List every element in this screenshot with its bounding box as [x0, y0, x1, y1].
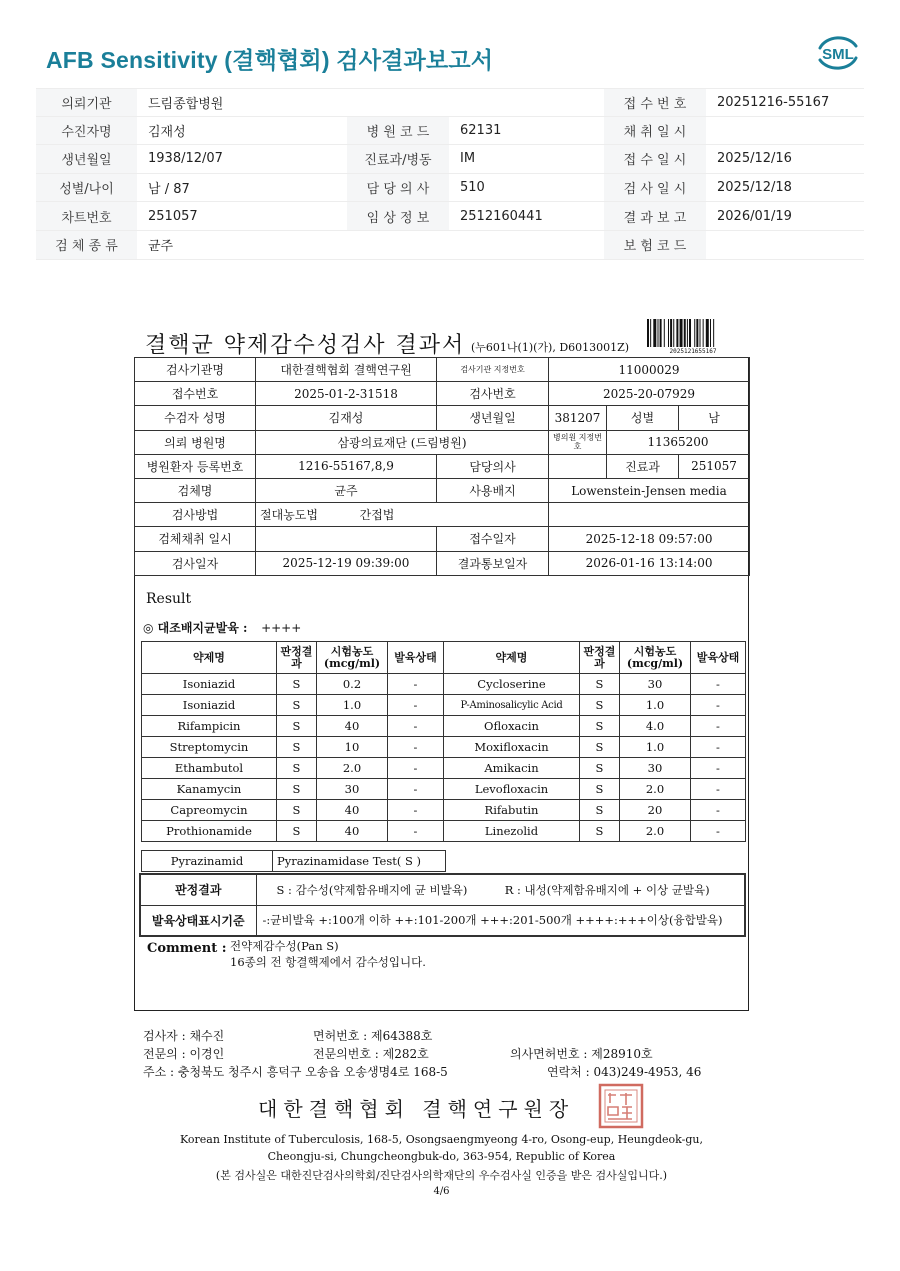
col-drug-name: 약제명 — [142, 642, 277, 674]
info-label: 진료과/병동 — [347, 145, 449, 173]
value-cell: 381207 — [549, 406, 607, 430]
judgement: S — [580, 674, 620, 695]
method-indirect: 간접법 — [359, 508, 395, 523]
drug-name: Ofloxacin — [444, 716, 580, 737]
document-header-table — [134, 357, 750, 576]
value-cell: 11000029 — [549, 358, 750, 382]
drug-name: Linezolid — [444, 821, 580, 842]
concentration: 1.0 — [620, 695, 691, 716]
drug-name: Isoniazid — [142, 674, 277, 695]
info-value: 20251216-55167 — [717, 94, 830, 110]
concentration: 20 — [620, 800, 691, 821]
info-value: IM — [460, 151, 476, 167]
drug-name: Prothionamide — [142, 821, 277, 842]
growth-status: - — [388, 695, 444, 716]
concentration: 2.0 — [620, 779, 691, 800]
label-cell: 검사기관 지정번호 — [437, 358, 549, 382]
growth-status: - — [388, 800, 444, 821]
drug-name: Moxifloxacin — [444, 737, 580, 758]
info-label: 수진자명 — [36, 117, 137, 145]
header-row — [135, 430, 750, 454]
certification-note: (본 검사실은 대한진단검사의학회/진단검사의학재단의 우수검사실 인증을 받은 검사실입니다.) — [215, 1169, 668, 1182]
growth-legend-label: 발육상태표시기준 — [140, 905, 256, 936]
judgement: S — [580, 800, 620, 821]
drug-row — [142, 737, 746, 758]
label-cell: 접수일자 — [437, 527, 549, 551]
growth-status: - — [691, 737, 746, 758]
col-judgement: 판정결과 — [277, 642, 317, 674]
header-row — [135, 478, 750, 502]
info-value: 균주 — [148, 239, 174, 255]
header-row — [135, 503, 750, 527]
info-value: 2026/01/19 — [717, 208, 792, 224]
concentration: 1.0 — [317, 695, 388, 716]
label-cell: 접수번호 — [135, 382, 256, 406]
concentration: 40 — [317, 821, 388, 842]
judgement-s: S : 감수성(약제함유배지에 균 비발육) — [276, 882, 468, 897]
label-cell: 병원환자 등록번호 — [135, 454, 256, 478]
col-concentration: 시험농도 (mcg/ml) — [620, 642, 691, 674]
growth-status: - — [388, 737, 444, 758]
concentration: 1.0 — [620, 737, 691, 758]
growth-status: - — [691, 758, 746, 779]
legend-table — [139, 873, 746, 937]
growth-legend-row — [140, 905, 745, 936]
judgement: S — [277, 758, 317, 779]
comment-label: Comment : — [147, 941, 227, 956]
value-cell: 남 — [679, 406, 750, 430]
judgement-legend-row — [140, 874, 745, 905]
drug-table-header — [142, 642, 746, 674]
control-growth-value: ++++ — [261, 621, 302, 635]
label-cell: 진료과 — [607, 454, 679, 478]
info-label: 접 수 번 호 — [604, 89, 706, 116]
label-cell: 검사기관명 — [135, 358, 256, 382]
value-cell: 2025-12-18 09:57:00 — [549, 527, 750, 551]
header-row — [135, 527, 750, 551]
judgement: S — [580, 779, 620, 800]
pyrazinamide-table — [141, 850, 446, 872]
control-growth — [143, 619, 301, 636]
label-cell: 검사일자 — [135, 551, 256, 575]
label-cell: 의뢰 병원명 — [135, 430, 256, 454]
info-label: 차트번호 — [36, 202, 137, 230]
value-cell — [256, 503, 549, 527]
info-value: 510 — [460, 180, 485, 196]
col-judgement: 판정결과 — [580, 642, 620, 674]
info-label: 의뢰기관 — [36, 89, 137, 116]
info-label: 담 당 의 사 — [347, 174, 449, 202]
judgement: S — [580, 695, 620, 716]
growth-status: - — [691, 695, 746, 716]
drug-name: P-Aminosalicylic Acid — [444, 695, 580, 716]
document-title: 결핵균 약제감수성검사 결과서 — [145, 333, 466, 358]
header-row — [135, 454, 750, 478]
info-value: 2025/12/18 — [717, 180, 792, 196]
info-value: 2025/12/16 — [717, 151, 792, 167]
judgement: S — [277, 800, 317, 821]
result-label: Result — [146, 591, 192, 607]
judgement: S — [277, 737, 317, 758]
value-cell: 11365200 — [607, 430, 750, 454]
drug-row — [142, 695, 746, 716]
concentration: 40 — [317, 716, 388, 737]
value-cell: 251057 — [679, 454, 750, 478]
judgement: S — [277, 779, 317, 800]
info-label: 검 사 일 시 — [604, 174, 706, 202]
value-cell: 1216-55167,8,9 — [256, 454, 437, 478]
concentration: 30 — [317, 779, 388, 800]
col-concentration: 시험농도 (mcg/ml) — [317, 642, 388, 674]
col-growth: 발육상태 — [691, 642, 746, 674]
value-cell: Lowenstein-Jensen media — [549, 478, 750, 502]
info-value: 62131 — [460, 122, 502, 138]
institute-signature: 대한결핵협회 결핵연구원장 — [258, 1097, 575, 1121]
drug-name: Rifampicin — [142, 716, 277, 737]
drug-name: Rifabutin — [444, 800, 580, 821]
official-seal-icon — [598, 1083, 644, 1129]
value-cell: 대한결핵협회 결핵연구원 — [256, 358, 437, 382]
value-cell: 삼광의료재단 (드림병원) — [256, 430, 549, 454]
header-row — [135, 358, 750, 382]
judgement: S — [277, 821, 317, 842]
info-label: 채 취 일 시 — [604, 117, 706, 145]
concentration: 4.0 — [620, 716, 691, 737]
label-cell: 검체채취 일시 — [135, 527, 256, 551]
pza-drug-name: Pyrazinamid — [142, 851, 273, 872]
label-cell: 담당의사 — [437, 454, 549, 478]
comment-line: 16종의 전 항결핵제에서 감수성입니다. — [230, 955, 426, 969]
growth-status: - — [388, 674, 444, 695]
concentration: 30 — [620, 758, 691, 779]
value-cell: 균주 — [256, 478, 437, 502]
drug-row — [142, 674, 746, 695]
value-cell: 김재성 — [256, 406, 437, 430]
logo-text: SML — [822, 46, 854, 63]
examiner: 검사자 : 채수진 — [143, 1029, 225, 1043]
judgement: S — [580, 716, 620, 737]
label-cell: 병의원 지정번호 — [549, 430, 607, 454]
comment-line: 전약제감수성(Pan S) — [230, 939, 339, 953]
growth-status: - — [388, 821, 444, 842]
judgement: S — [277, 716, 317, 737]
drug-row — [142, 800, 746, 821]
judgement: S — [580, 758, 620, 779]
header-row — [135, 406, 750, 430]
growth-status: - — [691, 821, 746, 842]
drug-row — [142, 779, 746, 800]
concentration: 30 — [620, 674, 691, 695]
info-value: 남 / 87 — [148, 182, 190, 198]
method-absolute: 절대농도법 — [260, 508, 318, 523]
info-label: 결 과 보 고 — [604, 202, 706, 230]
growth-status: - — [691, 800, 746, 821]
drug-name: Streptomycin — [142, 737, 277, 758]
institute-address-en: Cheongju-si, Chungcheongbuk-do, 363-954, Republic of Korea — [267, 1150, 616, 1163]
concentration: 2.0 — [317, 758, 388, 779]
col-drug-name: 약제명 — [444, 642, 580, 674]
concentration: 2.0 — [620, 821, 691, 842]
value-cell — [256, 527, 437, 551]
barcode-number: 2025121655167 — [669, 348, 717, 355]
growth-status: - — [691, 674, 746, 695]
label-cell: 생년월일 — [437, 406, 549, 430]
growth-status: - — [388, 716, 444, 737]
label-cell: 사용배지 — [437, 478, 549, 502]
pza-test-result: Pyrazinamidase Test( S ) — [273, 851, 446, 872]
report-title: AFB Sensitivity (결핵협회) 검사결과보고서 — [46, 47, 494, 73]
contact: 연락처 : 043)249-4953, 46 — [547, 1065, 702, 1079]
judgement: S — [580, 737, 620, 758]
concentration: 0.2 — [317, 674, 388, 695]
label-cell: 검사방법 — [135, 503, 256, 527]
info-label: 보 험 코 드 — [604, 231, 706, 259]
info-label: 생년월일 — [36, 145, 137, 173]
page-number: 4/6 — [433, 1186, 450, 1197]
drug-name: Capreomycin — [142, 800, 277, 821]
judgement-legend-text — [256, 874, 745, 905]
drug-name: Isoniazid — [142, 695, 277, 716]
info-value: 2512160441 — [460, 208, 543, 224]
info-value: 드림종합병원 — [148, 96, 224, 112]
growth-status: - — [691, 779, 746, 800]
value-cell: 2025-20-07929 — [549, 382, 750, 406]
specialist: 전문의 : 이경인 — [143, 1047, 225, 1061]
license-number: 면허번호 : 제64388호 — [313, 1029, 433, 1043]
info-label: 병 원 코 드 — [347, 117, 449, 145]
growth-status: - — [388, 779, 444, 800]
pyrazinamide-row — [142, 851, 446, 872]
growth-legend-text: -:균비발육 +:100개 이하 ++:101-200개 +++:201-500개 ++++:+++이상(융합발육) — [256, 905, 745, 936]
drug-name: Levofloxacin — [444, 779, 580, 800]
control-growth-label: ◎ 대조배지균발육 : — [143, 621, 248, 635]
info-value: 251057 — [148, 208, 198, 224]
barcode-icon — [646, 319, 740, 347]
doctor-license-number: 의사면허번호 : 제28910호 — [510, 1047, 653, 1061]
info-label: 성별/나이 — [36, 174, 137, 202]
col-growth: 발육상태 — [388, 642, 444, 674]
drug-name: Cycloserine — [444, 674, 580, 695]
concentration: 10 — [317, 737, 388, 758]
concentration: 40 — [317, 800, 388, 821]
value-cell — [549, 503, 750, 527]
judgement: S — [580, 821, 620, 842]
growth-status: - — [691, 716, 746, 737]
label-cell: 검사번호 — [437, 382, 549, 406]
header-row — [135, 551, 750, 575]
specialist-number: 전문의번호 : 제282호 — [313, 1047, 429, 1061]
info-label: 검 체 종 류 — [36, 231, 137, 259]
judgement-r: R : 내성(약제함유배지에 + 이상 균발육) — [504, 882, 710, 897]
drug-row — [142, 716, 746, 737]
drug-row — [142, 758, 746, 779]
value-cell: 2025-12-19 09:39:00 — [256, 551, 437, 575]
address: 주소 : 충청북도 청주시 흥덕구 오송읍 오송생명4로 168-5 — [143, 1065, 448, 1079]
label-cell: 검체명 — [135, 478, 256, 502]
drug-name: Amikacin — [444, 758, 580, 779]
label-cell: 수검자 성명 — [135, 406, 256, 430]
info-value: 1938/12/07 — [148, 151, 223, 167]
value-cell: 2025-01-2-31518 — [256, 382, 437, 406]
label-cell: 결과통보일자 — [437, 551, 549, 575]
judgement: S — [277, 674, 317, 695]
drug-row — [142, 821, 746, 842]
growth-status: - — [388, 758, 444, 779]
value-cell: 2026-01-16 13:14:00 — [549, 551, 750, 575]
value-cell — [549, 454, 607, 478]
info-label: 임 상 정 보 — [347, 202, 449, 230]
drug-susceptibility-table — [141, 641, 746, 842]
document-code: (누601나(1)(가), D6013001Z) — [471, 341, 630, 354]
institute-address-en: Korean Institute of Tuberculosis, 168-5, Osongsaengmyeong 4-ro, Osong-eup, Heungdeok-gu, — [179, 1133, 703, 1146]
info-value: 김재성 — [148, 124, 186, 140]
header-row — [135, 382, 750, 406]
drug-name: Ethambutol — [142, 758, 277, 779]
judgement-legend-label: 판정결과 — [140, 874, 256, 905]
label-cell: 성별 — [607, 406, 679, 430]
judgement: S — [277, 695, 317, 716]
info-label: 접 수 일 시 — [604, 145, 706, 173]
drug-name: Kanamycin — [142, 779, 277, 800]
